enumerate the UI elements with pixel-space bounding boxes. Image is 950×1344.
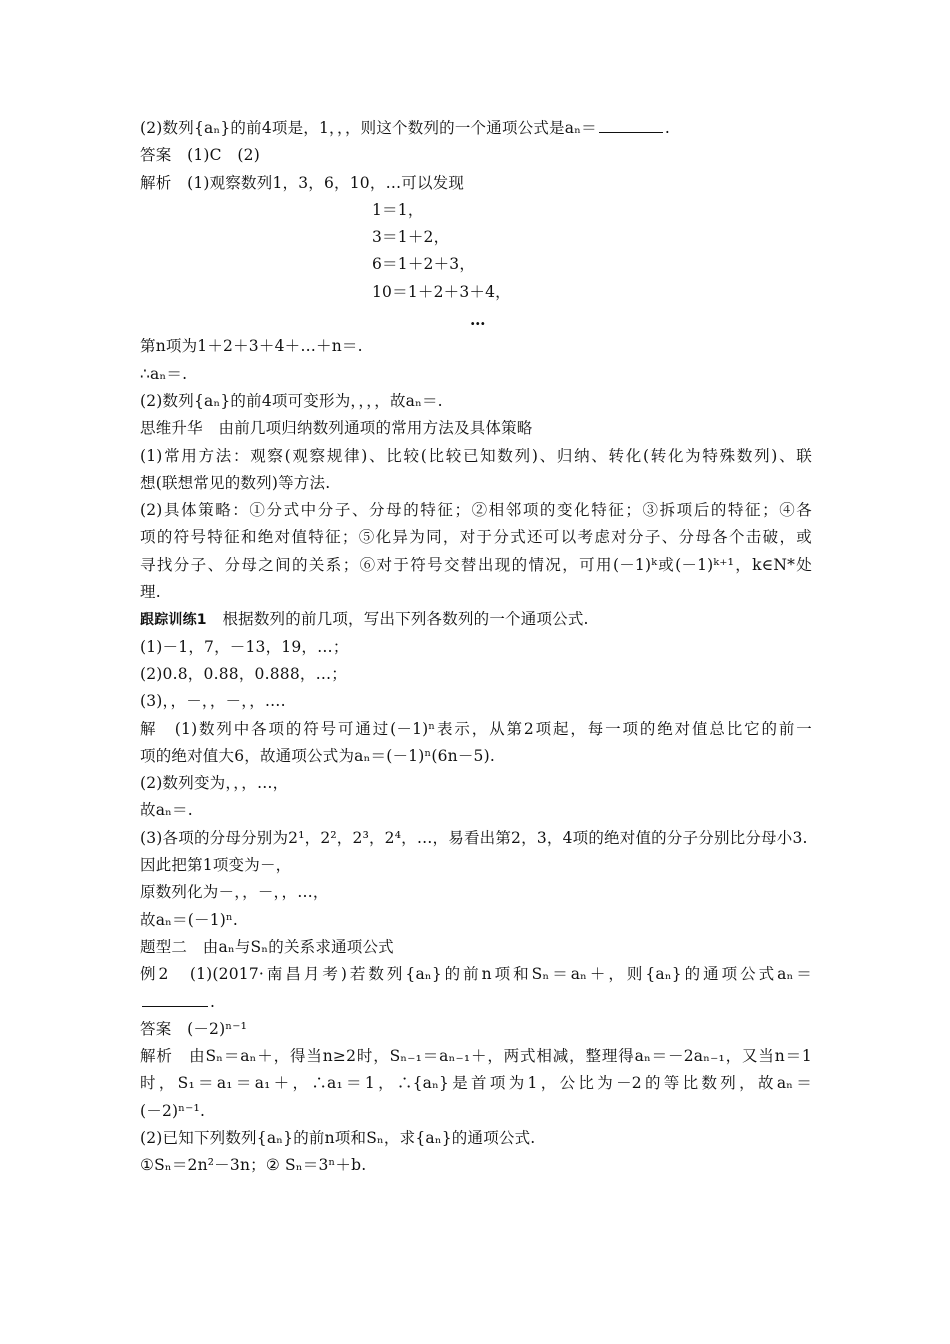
answer-blank bbox=[142, 992, 208, 1007]
text-line: 因此把第1项变为－， bbox=[140, 856, 292, 875]
section-heading: 思维升华 由前几项归纳数列通项的常用方法及具体策略 bbox=[140, 419, 533, 438]
equation-line: 1＝1， bbox=[372, 200, 424, 219]
text-line: (3)，，－，，－，，…. bbox=[140, 692, 286, 711]
text-line: 理. bbox=[140, 583, 161, 602]
text-line: (2)数列{aₙ}的前4项可变形为，，，，故aₙ＝. bbox=[140, 391, 443, 410]
text-line: 时，S₁＝a₁＝a₁＋，∴a₁＝1，∴{aₙ}是首项为1，公比为－2的等比数列，故aₙ＝ bbox=[140, 1074, 812, 1093]
track-training-label: 跟踪训练1 bbox=[140, 612, 207, 629]
text-line: (3)各项的分母分别为2¹，2²，2³，2⁴，…，易看出第2，3，4项的绝对值的分子分别比分母小3. bbox=[140, 828, 808, 847]
text-line: 第n项为1＋2＋3＋4＋…＋n＝. bbox=[140, 337, 363, 356]
equation-line: 10＝1＋2＋3＋4， bbox=[372, 282, 511, 301]
text-line: (2)已知下列数列{aₙ}的前n项和Sₙ，求{aₙ}的通项公式. bbox=[140, 1128, 536, 1147]
text-line: 项的绝对值大6，故通项公式为aₙ＝(－1)ⁿ(6n－5). bbox=[140, 746, 495, 765]
text-line: (2)0.8，0.88，0.888，…； bbox=[140, 664, 347, 683]
document-page bbox=[140, 115, 812, 1180]
text-line: 项的符号特征和绝对值特征；⑤化异为同，对于分式还可以考虑对分子、分母各个击破，或 bbox=[140, 528, 812, 547]
text-line: 答案 (－2)ⁿ⁻¹ bbox=[140, 1019, 248, 1038]
text-line: 解析 (1)观察数列1，3，6，10，…可以发现 bbox=[140, 173, 465, 192]
text-line: 跟踪训练1 根据数列的前几项，写出下列各数列的一个通项公式. bbox=[140, 610, 589, 629]
text-line: 故aₙ＝(－1)ⁿ. bbox=[140, 910, 239, 929]
text-line: (1)常用方法：观察(观察规律)、比较(比较已知数列)、归纳、转化(转化为特殊数列)、联 bbox=[140, 446, 812, 465]
text-line: . bbox=[140, 989, 812, 1016]
answer-blank bbox=[599, 118, 663, 133]
text-line: 解 (1)数列中各项的符号可通过(－1)ⁿ表示，从第2项起，每一项的绝对值总比它的前一 bbox=[140, 719, 812, 738]
text-line: 想(联想常见的数列)等方法. bbox=[140, 473, 331, 492]
text-line: 故aₙ＝. bbox=[140, 801, 193, 820]
text-line: (2)数列{aₙ}的前4项是，1，，，则这个数列的一个通项公式是aₙ＝ . bbox=[140, 119, 670, 137]
text-line: 答案 (1)C (2) bbox=[140, 146, 260, 165]
text-line: (2)具体策略：①分式中分子、分母的特征；②相邻项的变化特征；③拆项后的特征；④各 bbox=[140, 501, 812, 520]
text-line: ①Sₙ＝2n²－3n；② Sₙ＝3ⁿ＋b. bbox=[140, 1156, 367, 1175]
equation-line: 6＝1＋2＋3， bbox=[372, 255, 476, 274]
text-line: ∴aₙ＝. bbox=[140, 364, 188, 383]
text-line: 原数列化为－，，－，，…， bbox=[140, 883, 329, 902]
text-line: (1)－1，7，－13，19，…； bbox=[140, 637, 349, 656]
text-line: (2)数列变为，，，…， bbox=[140, 774, 289, 793]
ellipsis-line: … bbox=[470, 310, 486, 330]
text-line: (－2)ⁿ⁻¹. bbox=[140, 1101, 206, 1120]
section-heading: 题型二 由aₙ与Sₙ的关系求通项公式 bbox=[140, 937, 394, 956]
text-line: 解析 由Sₙ＝aₙ＋，得当n≥2时，Sₙ₋₁＝aₙ₋₁＋，两式相减，整理得aₙ＝－2aₙ₋₁，又当n＝1 bbox=[140, 1047, 812, 1066]
text-line: 例2 (1)(2017·南昌月考)若数列{aₙ}的前n项和Sₙ＝aₙ＋，则{aₙ}的通项公式aₙ＝ bbox=[140, 965, 812, 984]
text-line: 寻找分子、分母之间的关系；⑥对于符号交替出现的情况，可用(－1)ᵏ或(－1)ᵏ⁺¹，k∈N*处 bbox=[140, 555, 812, 574]
equation-line: 3＝1＋2， bbox=[372, 228, 450, 247]
